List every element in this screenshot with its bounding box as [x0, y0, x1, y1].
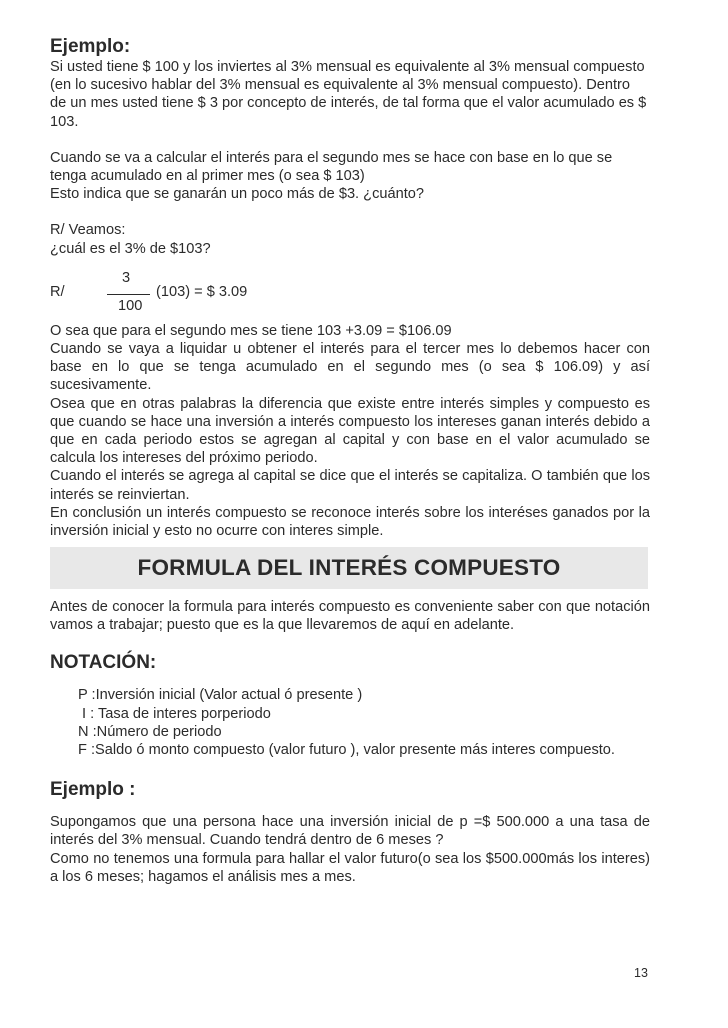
paragraph-notation-intro: Antes de conocer la formula para interés compuesto es conveniente saber con que notación vamos a trabajar; puesto que es la que llevaremos de aquí en adelante.	[50, 599, 650, 634]
paragraph-how-much: Esto indica que se ganarán un poco más de $3. ¿cuánto?	[50, 186, 425, 203]
fraction-bar	[107, 294, 150, 295]
fraction-numerator: 3	[122, 269, 131, 286]
formula-result: (103) = $ 3.09	[156, 283, 248, 300]
notation-item-i: I : Tasa de interes porperiodo	[78, 705, 271, 722]
banner-title: FORMULA DEL INTERÉS COMPUESTO	[137, 555, 561, 580]
example-2-heading: Ejemplo :	[50, 779, 136, 801]
notation-heading: NOTACIÓN:	[50, 652, 157, 674]
section-example-1	[50, 36, 650, 540]
paragraph-second-month: Cuando se va a calcular el interés para el segundo mes se hace con base en lo que se tenga acumulado en al primer mes (o sea $ 103)	[50, 149, 613, 185]
section-formula	[50, 598, 650, 886]
answer-label: R/ Veamos:	[50, 222, 126, 239]
example-heading: Ejemplo:	[50, 36, 131, 57]
fraction-denominator: 100	[118, 297, 143, 314]
paragraph-example-2: Supongamos que una persona hace una inversión inicial de p =$ 500.000 a una tasa de interés del 3% mensual. Cuando tendrá dentro de 6 meses ?	[50, 814, 650, 849]
paragraph-capitalization: Cuando el interés se agrega al capital se dice que el interés se capitaliza. O también que los interés se reinviertan.	[50, 468, 650, 503]
fraction-formula	[50, 270, 650, 322]
notation-item-p: P :Inversión inicial (Valor actual ó presente )	[78, 687, 363, 704]
question-3-percent: ¿cuál es el 3% de $103?	[50, 240, 211, 257]
formula-answer-label: R/	[50, 283, 65, 300]
paragraph-intro: Si usted tiene $ 100 y los inviertes al 3% mensual es equivalente al 3% mensual compuesto (en lo sucesivo hablar del 3% mensual es equivalente al 3% mensual compuesto). Dentro de un mes usted tiene $ 3 por concepto de interés, de tal forma que el valor acumulado es $ 103.	[50, 59, 647, 130]
section-banner	[50, 547, 648, 589]
page-number: 13	[634, 966, 648, 980]
paragraph-conclusion: En conclusión un interés compuesto se reconoce interés sobre los interéses ganados por la inversión inicial y esto no ocurre con interes simple.	[50, 504, 650, 540]
notation-item-n: N :Número de periodo	[78, 723, 222, 740]
paragraph-example-2-analysis: Como no tenemos una formula para hallar el valor futuro(o sea los $500.000más los interes) a los 6 meses; hagamos el análisis mes a mes.	[50, 850, 650, 885]
paragraph-second-month-total: O sea que para el segundo mes se tiene 103 +3.09 = $106.09	[50, 322, 452, 339]
paragraph-difference: Osea que en otras palabras la diferencia que existe entre interés simples y compuesto es que cuando se hace una inversión a interés compuesto los intereses ganan interés debido a que en cada periodo estos se agregan al capital y con base en el valor acumulado se calcula los intereses del próximo periodo.	[50, 395, 650, 467]
paragraph-third-month: Cuando se vaya a liquidar u obtener el interés para el tercer mes lo debemos hacer con base en lo que se tenga acumulado en el segundo mes (o sea $ 106.09) y así sucesivamente.	[50, 341, 650, 394]
notation-item-f: F :Saldo ó monto compuesto (valor futuro ), valor presente más interes compuesto.	[78, 742, 615, 759]
notation-list	[78, 686, 650, 759]
